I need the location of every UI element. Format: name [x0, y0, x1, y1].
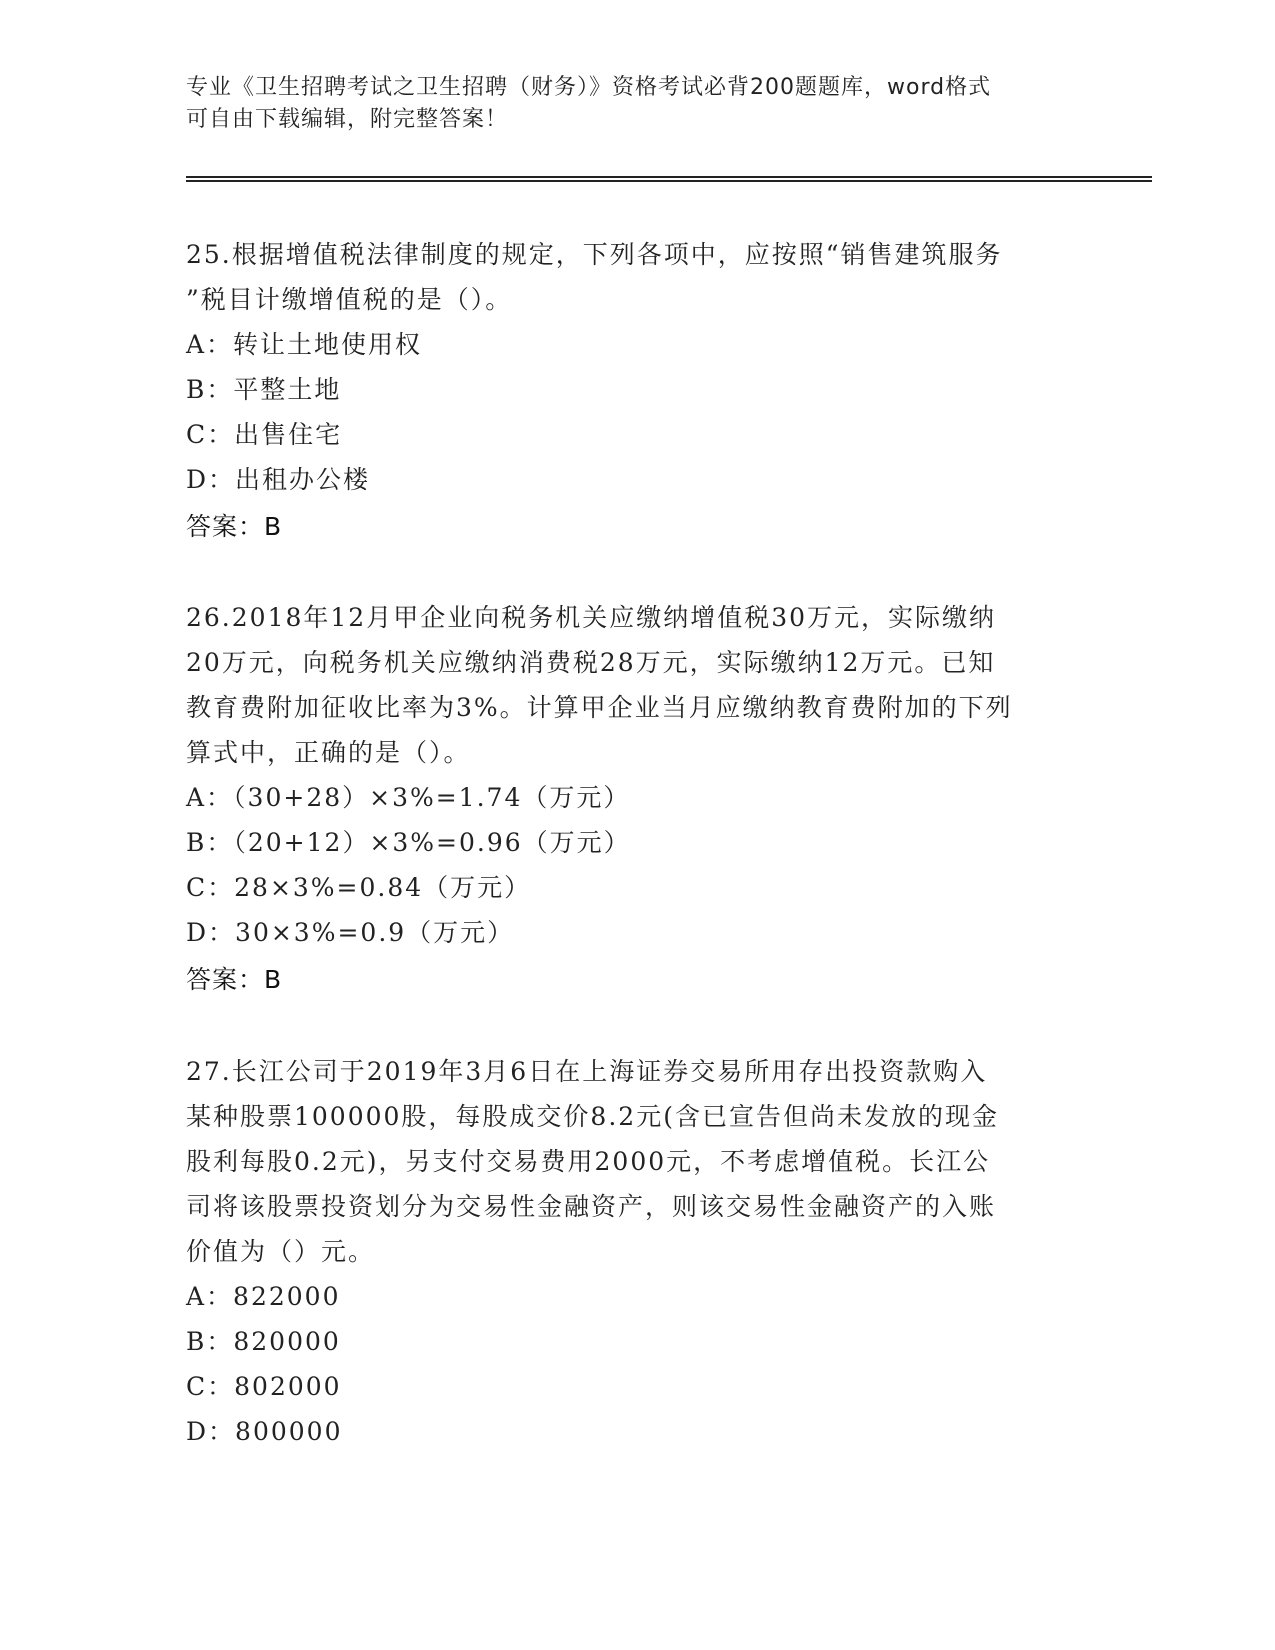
- question-25: [186, 232, 1066, 549]
- option-b: B：平整土地: [186, 375, 342, 404]
- question-stem-line: 20万元，向税务机关应缴纳消费税28万元，实际缴纳12万元。已知: [186, 648, 996, 677]
- question-stem: [186, 595, 1066, 775]
- option-b: B：820000: [186, 1327, 341, 1356]
- question-stem-line: ”税目计缴增值税的是（）。: [186, 285, 513, 314]
- answer-label: 答案：B: [186, 965, 283, 994]
- question-stem-line: 价值为（）元。: [186, 1237, 376, 1266]
- option-d: D：30×3%=0.9（万元）: [186, 918, 515, 947]
- question-stem-line: 司将该股票投资划分为交易性金融资产，则该交易性金融资产的入账: [186, 1192, 997, 1221]
- answer-label: 答案：B: [186, 512, 283, 541]
- header-double-rule: [186, 176, 1152, 182]
- option-c: C：出售住宅: [186, 420, 343, 449]
- document-header: [186, 72, 1066, 136]
- question-stem: [186, 232, 1066, 322]
- option-d: D：出租办公楼: [186, 465, 371, 494]
- question-stem-line: 某种股票100000股，每股成交价8.2元(含已宣告但尚未发放的现金: [186, 1102, 999, 1131]
- option-a: A：（30+28）×3%=1.74（万元）: [186, 783, 631, 812]
- question-stem-line: 算式中，正确的是（）。: [186, 738, 471, 767]
- question-27: [186, 1049, 1066, 1454]
- option-a: A：822000: [186, 1282, 341, 1311]
- option-b: B：（20+12）×3%=0.96（万元）: [186, 828, 631, 857]
- question-stem-line: 25.根据增值税法律制度的规定，下列各项中，应按照“销售建筑服务: [186, 240, 1003, 269]
- option-d: D：800000: [186, 1417, 343, 1446]
- question-stem-line: 教育费附加征收比率为3%。计算甲企业当月应缴纳教育费附加的下列: [186, 693, 1013, 722]
- option-c: C：28×3%=0.84（万元）: [186, 873, 532, 902]
- option-a: A：转让土地使用权: [186, 330, 423, 359]
- header-line: 专业《卫生招聘考试之卫生招聘（财务）》资格考试必背200题题库，word格式: [186, 75, 992, 100]
- question-stem-line: 股利每股0.2元)，另支付交易费用2000元，不考虑增值税。长江公: [186, 1147, 991, 1176]
- question-stem-line: 26.2018年12月甲企业向税务机关应缴纳增值税30万元，实际缴纳: [186, 603, 997, 632]
- header-line: 可自由下载编辑，附完整答案！: [186, 107, 509, 132]
- question-stem: [186, 1049, 1066, 1274]
- question-26: [186, 595, 1066, 1002]
- question-stem-line: 27.长江公司于2019年3月6日在上海证券交易所用存出投资款购入: [186, 1057, 988, 1086]
- option-c: C：802000: [186, 1372, 342, 1401]
